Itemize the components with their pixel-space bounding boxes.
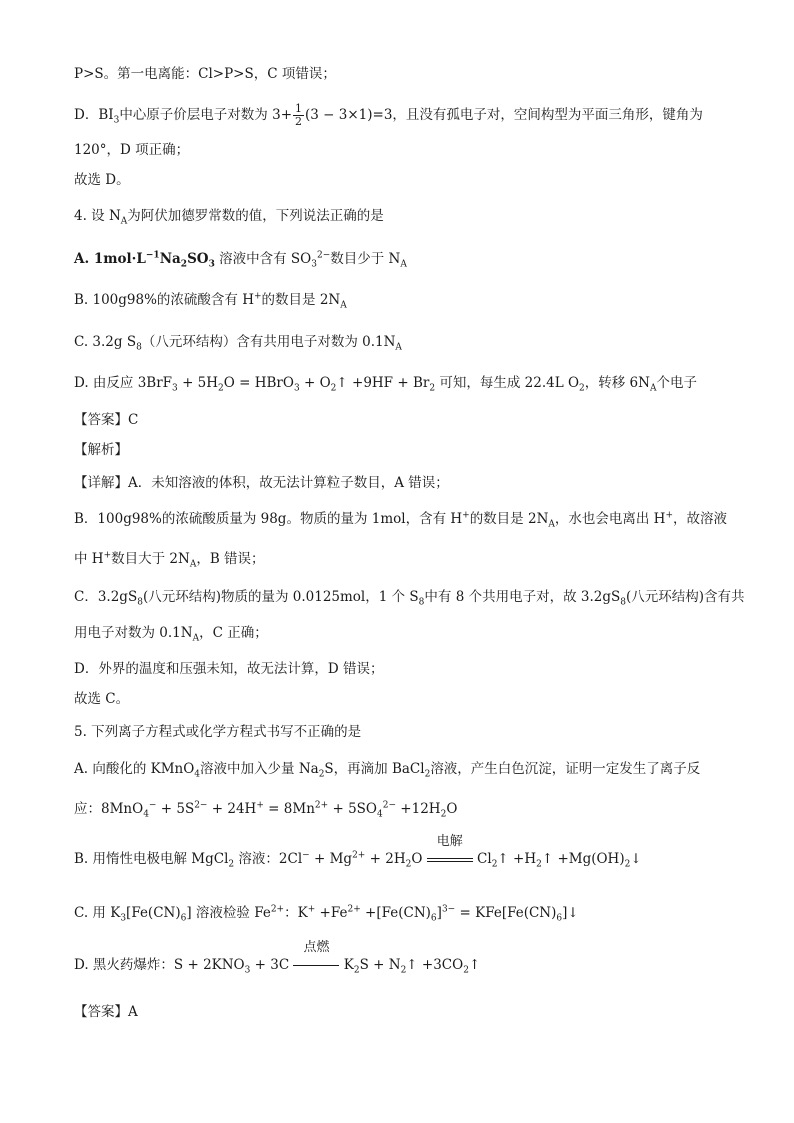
option-4b: B. 100g98%的浓硫酸含有 H+的数目是 $2N_A$: [74, 291, 347, 311]
text-line-d-bi3: D．$BI_3$中心原子价层电子对数为 3+ $\frac{1}{2}$ (3 − 3×1)=3，且没有孤电子对，空间构型为平面三角形，键角为: [74, 102, 703, 128]
text-line: B．100g98%的浓硫酸质量为 98g。物质的量为 1mol，含有 H+的数目是 $2N_A$，水也会电离出 H+，故溶液: [74, 510, 728, 530]
fraction: $\frac{1}{2}$: [295, 102, 303, 128]
option-4a: A. $1mol\cdot L^{-1}Na_2SO_3$ 溶液中含有 $SO_3^{2-}$数目少于 $N_A$: [74, 250, 407, 270]
text-line: 中 H+数目大于 $2N_A$，B 错误；: [74, 550, 265, 570]
answer-label: 【答案】A: [74, 1004, 138, 1020]
option-5a-equation: 应：$8MnO_4^- + 5S^{2-} + 24H^+ = 8Mn^{2+} + 5SO_4^{2-} +12H_2O$: [74, 800, 458, 820]
text-line: D．外界的温度和压强未知，故无法计算，D 错误；: [74, 661, 384, 677]
text-line: C．$3.2gS_8$(八元环结构)物质的量为 0.0125mol，1 个 $S_8$中有 8 个共用电子对，故 $3.2gS_8$(八元环结构)含有共: [74, 589, 745, 608]
option-4c: C. 3.2g $S_8$（八元环结构）含有共用电子对数为 $0.1N_A$: [74, 334, 402, 353]
option-5b: B. 用惰性电极电解 MgCl$_2$ 溶液：$2Cl^- + Mg^{2+} + 2H_2O$ 电解 $Cl_2↑$ $+H_2↑$ $+Mg(OH)_2↓$: [74, 834, 642, 870]
option-5c: C. 用 $K_3[Fe(CN)_6]$ 溶液检验 $Fe^{2+}$：$K^+ +Fe^{2+} +[Fe(CN)_6]^{3-}$ = $KFe[Fe(CN)_6]↓$: [74, 904, 579, 924]
option-5d: D. 黑火药爆炸：$S + 2KNO_3 + 3C$ 点燃 $K_2S$ + $N_2↑$ $+3CO_2↑$: [74, 940, 481, 976]
text-line: 故选 D。: [74, 172, 130, 188]
question-4-stem: 4. 设 $N_A$为阿伏加德罗常数的值，下列说法正确的是: [74, 208, 384, 227]
analysis-label: 【解析】: [74, 442, 128, 458]
reaction-condition: 电解: [427, 849, 473, 869]
option-4d: D. 由反应 $3BrF_3 + 5H_2O$ = HBrO$_3$ + $O_2↑ +9HF + Br_2$ 可知，每生成 22.4L $O_2$，转移 $6N_A$个电子: [74, 375, 697, 394]
answer-label: 【答案】C: [74, 412, 139, 428]
text-line: 用电子对数为 $0.1N_A$，C 正确；: [74, 625, 268, 644]
text-line: 故选 C。: [74, 691, 130, 707]
text-line: 【详解】A．未知溶液的体积，故无法计算粒子数目，A 错误；: [74, 475, 449, 491]
text-line: P>S。第一电离能：Cl>P>S，C 项错误；: [74, 66, 336, 82]
text-line: 120°，D 项正确；: [74, 142, 190, 158]
option-5a: A. 向酸化的 KMnO$_4$溶液中加入少量 $Na_2S$，再滴加 BaCl$_2$溶液，产生白色沉淀，证明一定发生了离子反: [74, 761, 701, 780]
reaction-condition: 点燃: [293, 955, 339, 975]
question-5-stem: 5. 下列离子方程式或化学方程式书写不正确的是: [74, 724, 362, 740]
